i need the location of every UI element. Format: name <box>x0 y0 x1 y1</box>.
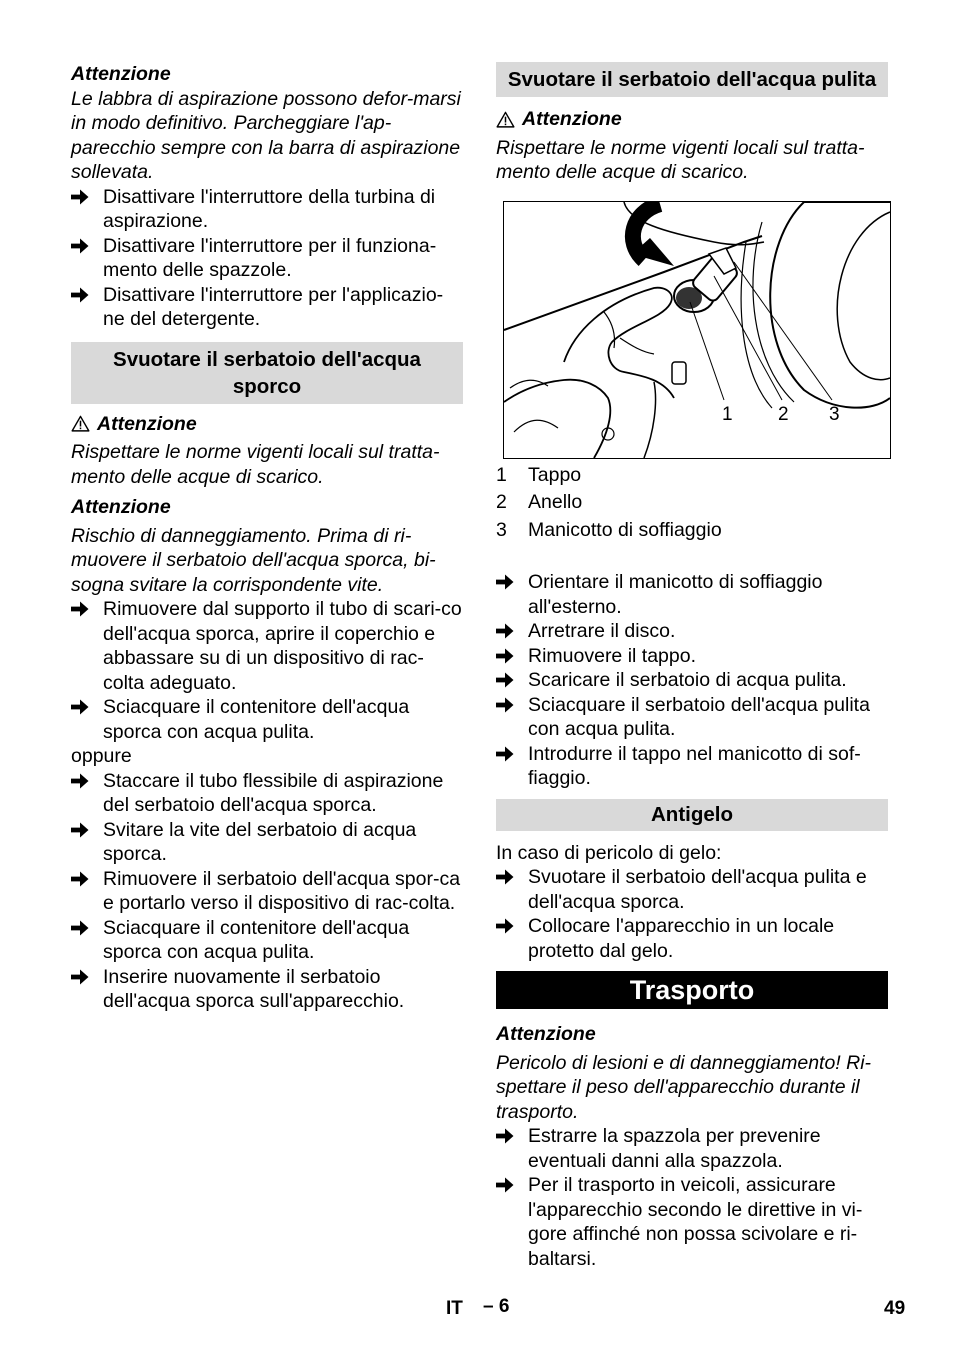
callout-2: 2 <box>778 403 789 425</box>
warning-triangle-icon <box>496 111 515 128</box>
instruction-item <box>496 668 888 693</box>
arrow-right-icon <box>71 871 89 887</box>
instruction-item <box>496 619 888 644</box>
instruction-item <box>496 1173 888 1271</box>
instruction-item <box>496 865 888 914</box>
instruction-list <box>496 1124 888 1271</box>
instruction-text: Sciacquare il contenitore dell'acqua sporca con acqua pulita. <box>103 916 410 963</box>
instruction-text: Sciacquare il contenitore dell'acqua sporca con acqua pulita. <box>103 696 410 743</box>
instruction-list <box>71 597 463 744</box>
arrow-right-icon <box>496 918 514 934</box>
arrow-right-icon <box>496 623 514 639</box>
instruction-list <box>71 769 463 1014</box>
attention-heading: Attenzione <box>496 1023 596 1045</box>
attention-heading: Attenzione <box>71 496 171 518</box>
arrow-right-icon <box>71 238 89 254</box>
illustration-drain-cap <box>503 201 891 459</box>
instruction-item <box>71 916 463 965</box>
instruction-item <box>496 914 888 963</box>
callout-1: 1 <box>722 403 733 425</box>
attention-text: Pericolo di lesioni e di danneggiamento! Ri-spettare il peso dell'apparecchio durante il trasporto. <box>496 1051 872 1123</box>
instruction-list <box>71 185 463 332</box>
arrow-right-icon <box>71 822 89 838</box>
instruction-text: Staccare il tubo flessibile di aspirazione del serbatoio dell'acqua sporca. <box>103 769 444 816</box>
instruction-text: Svuotare il serbatoio dell'acqua pulita e dell'acqua sporca. <box>528 866 867 913</box>
instruction-text: Arretrare il disco. <box>528 620 676 642</box>
arrow-right-icon <box>496 574 514 590</box>
instruction-text: Introdurre il tappo nel manicotto di sof-fiaggio. <box>528 742 861 789</box>
arrow-right-icon <box>71 699 89 715</box>
instruction-item <box>71 597 463 695</box>
instruction-item <box>71 185 463 234</box>
arrow-right-icon <box>496 672 514 688</box>
drain-cap-drawing <box>504 202 890 458</box>
instruction-text: Orientare il manicotto di soffiaggio all'esterno. <box>528 571 823 618</box>
instruction-item <box>71 818 463 867</box>
right-column <box>496 62 888 1271</box>
instruction-item <box>496 570 888 619</box>
arrow-right-icon <box>496 648 514 664</box>
legend-item: 3 Manicotto di soffiaggio <box>496 518 722 541</box>
arrow-right-icon <box>71 969 89 985</box>
alternative-label: oppure <box>71 745 132 767</box>
attention-heading: Attenzione <box>71 63 171 85</box>
warning-triangle-icon <box>71 415 90 432</box>
instruction-item <box>71 867 463 916</box>
warning-text: Rispettare le norme vigenti locali sul tratta-mento delle acque di scarico. <box>71 441 440 488</box>
warning-title: Attenzione <box>522 108 622 130</box>
instruction-text: Per il trasporto in veicoli, assicurare l'apparecchio secondo le direttive in vi-gore affinché non possa scivolare e ri-baltarsi. <box>528 1174 863 1270</box>
chapter-title: Trasporto <box>496 971 888 1009</box>
instruction-text: Sciacquare il serbatoio dell'acqua pulita con acqua pulita. <box>528 693 870 740</box>
arrow-right-icon <box>496 697 514 713</box>
legend-item: 2 Anello <box>496 491 583 513</box>
arrow-right-icon <box>496 1177 514 1193</box>
section-title-clean-water: Svuotare il serbatoio dell'acqua pulita <box>496 62 888 97</box>
footer-section-page: – 6 <box>483 1296 510 1317</box>
instruction-text: Svitare la vite del serbatoio di acqua sporca. <box>103 818 417 865</box>
arrow-right-icon <box>71 189 89 205</box>
legend-item: 1 Tappo <box>496 463 582 486</box>
section-title-dirty-water: Svuotare il serbatoio dell'acqua sporco <box>71 342 463 404</box>
arrow-right-icon <box>71 287 89 303</box>
left-column <box>71 62 463 1014</box>
arrow-right-icon <box>496 1128 514 1144</box>
instruction-text: Rimuovere il serbatoio dell'acqua spor-ca e portarlo verso il dispositivo di rac-colta. <box>103 867 461 914</box>
warning-heading <box>71 412 463 437</box>
arrow-right-icon <box>71 601 89 617</box>
arrow-right-icon <box>496 746 514 762</box>
instruction-item <box>71 695 463 744</box>
footer-language: IT <box>446 1298 463 1319</box>
instruction-text: Disattivare l'interruttore della turbina di aspirazione. <box>103 185 436 232</box>
figure-legend <box>496 462 888 545</box>
instruction-item <box>71 965 463 1014</box>
warning-heading <box>496 107 888 132</box>
instruction-list <box>496 570 888 791</box>
instruction-item <box>496 644 888 669</box>
frost-intro: In caso di pericolo di gelo: <box>496 841 722 864</box>
callout-3: 3 <box>829 403 840 425</box>
attention-text: Le labbra di aspirazione possono defor-marsi in modo definitivo. Parcheggiare l'ap-parecchio sempre con la barra di aspirazione sollevata. <box>71 87 461 183</box>
arrow-right-icon <box>496 869 514 885</box>
instruction-item <box>71 283 463 332</box>
warning-title: Attenzione <box>97 412 197 435</box>
instruction-item <box>71 769 463 818</box>
instruction-text: Disattivare l'interruttore per l'applicazio-ne del detergente. <box>103 283 444 330</box>
instruction-text: Rimuovere dal supporto il tubo di scari-co dell'acqua sporca, aprire il coperchio e abbassare su di un dispositivo di rac-colta adeguato. <box>103 598 462 694</box>
footer-page-number: 49 <box>884 1298 906 1319</box>
instruction-item <box>71 234 463 283</box>
instruction-item <box>496 742 888 791</box>
arrow-right-icon <box>71 773 89 789</box>
instruction-text: Inserire nuovamente il serbatoio dell'acqua sporca sull'apparecchio. <box>103 965 405 1012</box>
attention-text: Rischio di danneggiamento. Prima di ri-muovere il serbatoio dell'acqua sporca, bi-sogna svitare la corrispondente vite. <box>71 524 436 596</box>
warning-text: Rispettare le norme vigenti locali sul tratta-mento delle acque di scarico. <box>496 136 865 183</box>
section-title-antigelo: Antigelo <box>496 799 888 831</box>
instruction-text: Disattivare l'interruttore per il funziona-mento delle spazzole. <box>103 234 437 281</box>
instruction-text: Rimuovere il tappo. <box>528 644 696 667</box>
instruction-text: Estrarre la spazzola per prevenire eventuali danni alla spazzola. <box>528 1125 821 1172</box>
instruction-item <box>496 1124 888 1173</box>
instruction-text: Scaricare il serbatoio di acqua pulita. <box>528 669 847 691</box>
arrow-right-icon <box>71 920 89 936</box>
instruction-list <box>496 865 888 963</box>
instruction-text: Collocare l'apparecchio in un locale protetto dal gelo. <box>528 915 835 962</box>
instruction-item <box>496 693 888 742</box>
